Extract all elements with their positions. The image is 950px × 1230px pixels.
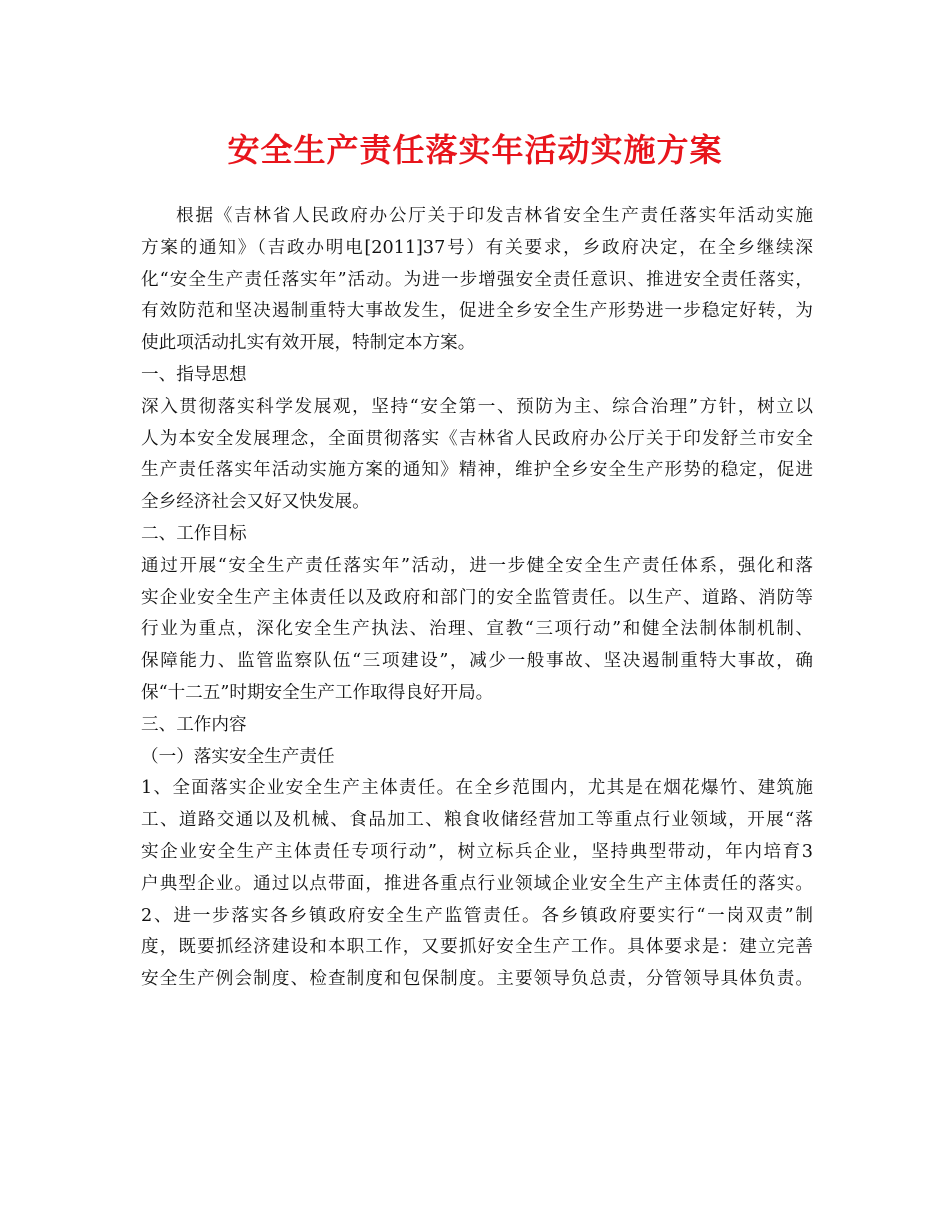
paragraph-line: 通过开展“安全生产责任落实年”活动，进一步健全安全生产责任体系，强化和落: [141, 555, 813, 576]
section-heading: 二、工作目标: [141, 523, 247, 544]
paragraph-line: 方案的通知》（吉政办明电[2011]37号）有关要求，乡政府决定，在全乡继续深: [141, 237, 813, 258]
paragraph-line: 2、进一步落实各乡镇政府安全生产监管责任。各乡镇政府要实行“一岗双责”制: [141, 905, 813, 926]
paragraph-line: 有效防范和坚决遏制重特大事故发生，促进全乡安全生产形势进一步稳定好转，为: [141, 301, 813, 322]
paragraph-line: 安全生产例会制度、检查制度和包保制度。主要领导负总责，分管领导具体负责。: [141, 969, 813, 990]
paragraph-line: 实企业安全生产主体责任专项行动”，树立标兵企业，坚持典型带动，年内培育3: [141, 841, 813, 862]
paragraph-line: 工、道路交通以及机械、食品加工、粮食收储经营加工等重点行业领域，开展“落: [141, 810, 813, 831]
paragraph-line: 行业为重点，深化安全生产执法、治理、宣教“三项行动”和健全法制体制机制、: [141, 619, 813, 640]
paragraph-line: 化“安全生产责任落实年”活动。为进一步增强安全责任意识、推进安全责任落实，: [141, 269, 813, 290]
paragraph-line: 深入贯彻落实科学发展观，坚持“安全第一、预防为主、综合治理”方针，树立以: [141, 396, 813, 417]
paragraph-line: 保“十二五”时期安全生产工作取得良好开局。: [141, 682, 494, 703]
paragraph-line: 户典型企业。通过以点带面，推进各重点行业领域企业安全生产主体责任的落实。: [141, 873, 813, 894]
paragraph-line: 人为本安全发展理念，全面贯彻落实《吉林省人民政府办公厅关于印发舒兰市安全: [141, 428, 813, 449]
paragraph-line: 根据《吉林省人民政府办公厅关于印发吉林省安全生产责任落实年活动实施: [176, 206, 813, 226]
paragraph-line: 使此项活动扎实有效开展，特制定本方案。: [141, 333, 476, 354]
section-heading: 三、工作内容: [141, 714, 247, 735]
paragraph-line: 保障能力、监管监察队伍“三项建设”，减少一般事故、坚决遏制重特大事故，确: [141, 651, 813, 672]
document-title: 安全生产责任落实年活动实施方案: [227, 131, 723, 169]
paragraph-line: 度，既要抓经济建设和本职工作，又要抓好安全生产工作。具体要求是：建立完善: [141, 937, 813, 958]
paragraph-line: 1、全面落实企业安全生产主体责任。在全乡范围内，尤其是在烟花爆竹、建筑施: [141, 778, 813, 799]
section-heading: （一）落实安全生产责任: [141, 746, 335, 767]
section-heading: 一、指导思想: [141, 364, 247, 385]
paragraph-line: 生产责任落实年活动实施方案的通知》精神，维护全乡安全生产形势的稳定，促进: [141, 460, 813, 481]
document-body: [141, 201, 813, 996]
paragraph-line: 全乡经济社会又好又快发展。: [141, 492, 370, 513]
paragraph-line: 实企业安全生产主体责任以及政府和部门的安全监管责任。以生产、道路、消防等: [141, 587, 813, 608]
